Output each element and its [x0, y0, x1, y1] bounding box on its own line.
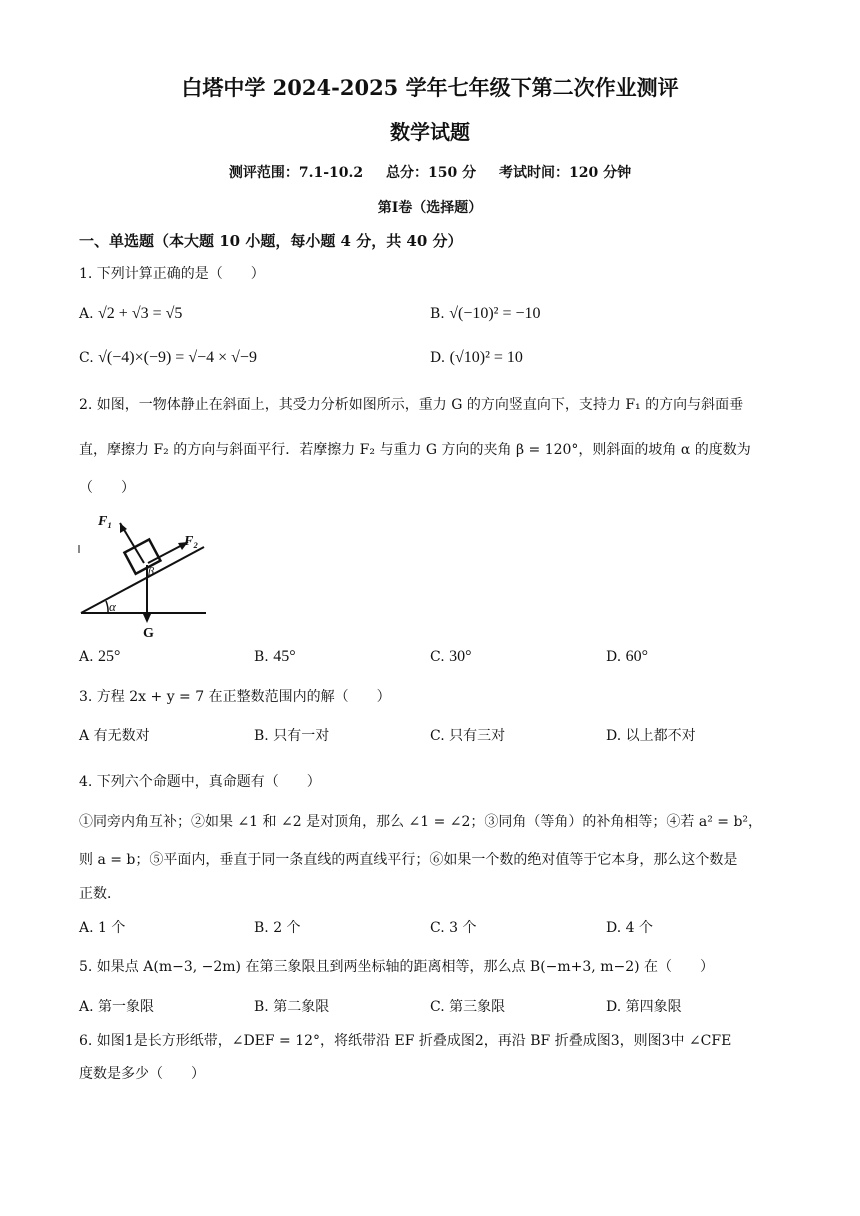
q4-option-a: A. 1 个 [79, 920, 126, 936]
q4-body-line2: 则 a = b；⑤平面内，垂直于同一条直线的两直线平行；⑥如果一个数的绝对值等于它本身，那么这个数是 [79, 852, 738, 868]
subject-title: 数学试题 [390, 120, 470, 144]
exam-meta [0, 163, 860, 183]
q3-stem: 3. 方程 2x + y = 7 在正整数范围内的解（ ） [79, 689, 391, 705]
q5-option-a: A. 第一象限 [79, 999, 155, 1015]
q2-option-a: A. 25° [79, 648, 121, 665]
q1-option-a: A. √2 + √3 = √5 [79, 305, 183, 322]
exam-total-score: 总分：150 分 [386, 165, 477, 181]
g-label: G [143, 626, 154, 640]
volume-heading: 第Ⅰ卷（选择题） [377, 200, 483, 216]
q4-stem: 4. 下列六个命题中，真命题有（ ） [79, 774, 321, 790]
q2-option-c: C. 30° [430, 648, 472, 665]
q2-option-d: D. 60° [606, 648, 649, 665]
q4-body-line3: 正数． [79, 886, 121, 902]
q4-option-b: B. 2 个 [254, 920, 301, 936]
q1-option-b: B. √(−10)² = −10 [430, 305, 541, 322]
q5-option-c: C. 第三象限 [430, 999, 506, 1015]
exam-scope: 测评范围：7.1-10.2 [228, 165, 364, 181]
alpha-arc [106, 601, 108, 613]
beta-label: β [148, 564, 154, 578]
alpha-label: α [109, 599, 116, 614]
section-heading: 一、单选题（本大题 10 小题，每小题 4 分，共 40 分） [79, 232, 463, 250]
q3-option-b: B. 只有一对 [254, 728, 330, 744]
q6-stem-line2: 度数是多少（ ） [79, 1066, 205, 1082]
q5-stem: 5. 如果点 A(m−3, −2m) 在第三象限且到两坐标轴的距离相等，那么点 B(−m+3, m−2) 在（ ） [79, 959, 715, 975]
f1-label: F₁ [98, 514, 113, 529]
q4-option-d: D. 4 个 [606, 920, 653, 936]
q3-option-d: D. 以上都不对 [606, 728, 696, 744]
block-box [124, 539, 160, 573]
exam-duration: 考试时间：120 分钟 [499, 165, 632, 181]
exam-title: 白塔中学 2024-2025 学年七年级下第二次作业测评 [181, 75, 679, 100]
q1-stem: 1. 下列计算正确的是（ ） [79, 266, 265, 282]
q3-option-c: C. 只有三对 [430, 728, 506, 744]
q2-stem-line3: （ ） [79, 480, 135, 496]
force-diagram [76, 505, 216, 640]
q1-option-c: C. √(−4)×(−9) = √−4 × √−9 [79, 349, 257, 366]
q6-stem-line1: 6. 如图1是长方形纸带，∠DEF = 12°，将纸带沿 EF 折叠成图2，再沿 BF 折叠成图3，则图3中 ∠CFE [79, 1033, 732, 1049]
q1-option-d: D. (√10)² = 10 [430, 349, 523, 366]
q2-option-b: B. 45° [254, 648, 296, 665]
q2-stem-line1: 2. 如图，一物体静止在斜面上，其受力分析如图所示，重力 G 的方向竖直向下，支持力 F₁ 的方向与斜面垂 [79, 397, 744, 413]
q3-option-a: A 有无数对 [79, 728, 150, 744]
q2-stem-line2: 直，摩擦力 F₂ 的方向与斜面平行．若摩擦力 F₂ 与重力 G 方向的夹角 β = 120°，则斜面的坡角 α 的度数为 [79, 442, 751, 458]
q4-body-line1: ①同旁内角互补；②如果 ∠1 和 ∠2 是对顶角，那么 ∠1 = ∠2；③同角（等角）的补角相等；④若 a² = b²， [79, 814, 763, 830]
q4-option-c: C. 3 个 [430, 920, 477, 936]
q5-option-b: B. 第二象限 [254, 999, 330, 1015]
f2-label: F₂ [184, 534, 199, 549]
q5-option-d: D. 第四象限 [606, 999, 682, 1015]
